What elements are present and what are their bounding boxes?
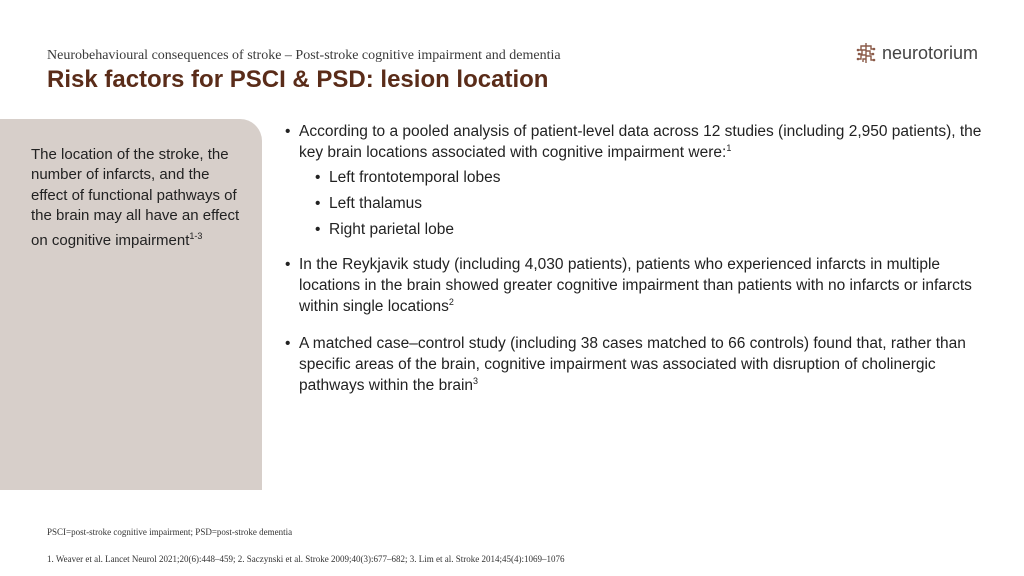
footer-abbreviations: PSCI=post-stroke cognitive impairment; PSD=post-stroke dementia [47, 527, 293, 537]
side-panel-text [31, 145, 246, 251]
page-title: Risk factors for PSCI & PSD: lesion location [47, 66, 549, 93]
logo-text: neurotorium [882, 42, 979, 63]
bullet-reykjavik-study [285, 254, 985, 317]
list-item: • Left frontotemporal lobes [299, 167, 985, 188]
bullet-text: According to a pooled analysis of patient-level data across 12 studies (including 2,950 patients), the key brain locations associated with cognitive impairment were: [299, 123, 982, 161]
list-item: • Right parietal lobe [299, 219, 985, 240]
bullet-reference: 1 [726, 142, 732, 153]
footer-references: 1. Weaver et al. Lancet Neurol 2021;20(6):448–459; 2. Saczynski et al. Stroke 2009;40(3):677–682; 3. Lim et al. Stroke 2014;45(4):1069–1076 [47, 554, 565, 564]
bullet-reference: 2 [448, 296, 454, 307]
bullet-case-control-study [285, 333, 985, 396]
bullet-reference: 3 [473, 375, 479, 386]
breadcrumb: Neurobehavioural consequences of stroke – Post-stroke cognitive impairment and dementia [47, 48, 561, 63]
side-panel-body: The location of the stroke, the number of infarcts, and the effect of functional pathways of the brain may all have an effect on cognitive impairment [31, 146, 240, 250]
logo [856, 42, 978, 64]
list-item: • Left thalamus [299, 193, 985, 214]
brain-location-list [299, 167, 985, 240]
main-content [285, 121, 985, 396]
bullet-text: In the Reykjavik study (including 4,030 patients), patients who experienced infarcts in multiple locations in the brain showed greater cognitive impairment than patients with no infarcts or infarcts within single locations [299, 256, 972, 315]
bullet-text: A matched case–control study (including 38 cases matched to 66 controls) found that, rather than specific areas of the brain, cognitive impairment was associated with disruption of cholinergic pathways within the brain [299, 335, 966, 394]
side-panel-reference: 1-3 [189, 231, 203, 242]
bullet-pooled-analysis [285, 121, 985, 240]
brain-logo-icon [856, 42, 876, 64]
